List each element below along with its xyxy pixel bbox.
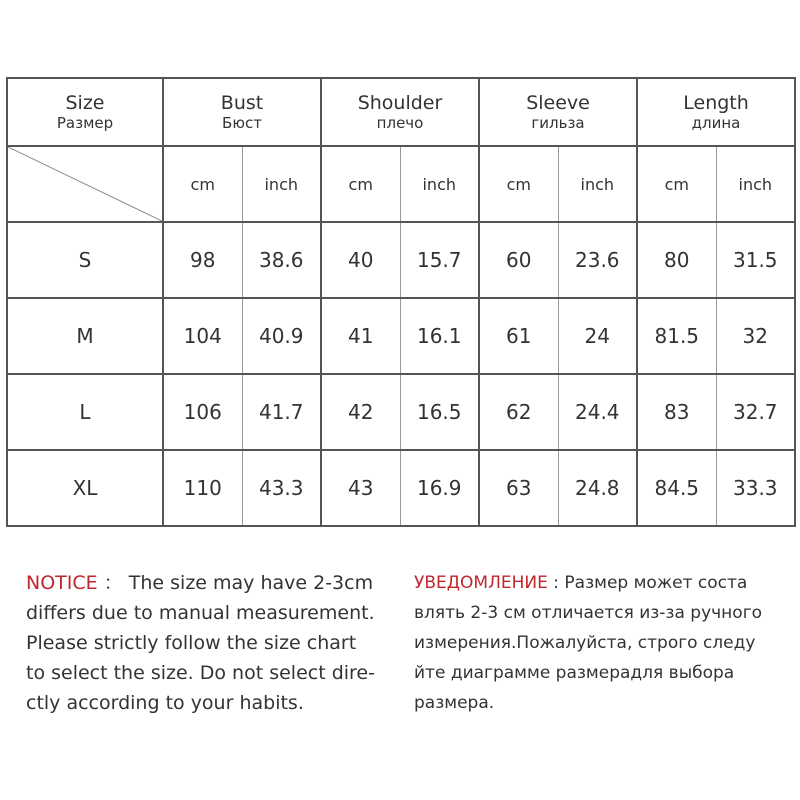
size-chart-table [6, 77, 796, 527]
value-text: 61 [506, 324, 532, 348]
notice-english-label: NOTICE [26, 572, 98, 594]
size-cell [7, 298, 163, 374]
value-cell [163, 298, 242, 374]
header-length-en: Length [683, 91, 749, 114]
notice-english-line [26, 568, 396, 598]
table-row [7, 298, 795, 374]
unit-label: cm [348, 174, 373, 194]
value-cell [242, 222, 321, 298]
table-row [7, 450, 795, 526]
value-cell [716, 222, 795, 298]
value-text: 33.3 [733, 476, 778, 500]
diagonal-corner-cell [7, 146, 163, 222]
value-cell [321, 450, 400, 526]
value-cell [716, 298, 795, 374]
size-cell [7, 222, 163, 298]
value-text: 98 [190, 248, 216, 272]
value-text: 40 [348, 248, 374, 272]
unit-cell [558, 146, 637, 222]
unit-label: inch [580, 174, 615, 194]
value-cell [321, 222, 400, 298]
value-text: 24.4 [575, 400, 620, 424]
notice-english-line: differs due to manual measurement. [26, 602, 375, 624]
value-text: 83 [664, 400, 690, 424]
unit-label: cm [190, 174, 215, 194]
value-cell [637, 222, 716, 298]
value-text: 16.1 [416, 324, 462, 348]
unit-cell [479, 146, 558, 222]
value-text: 16.5 [416, 400, 462, 424]
notice-english-text: The size may have 2-3cm [128, 572, 374, 594]
value-text: 84.5 [654, 476, 700, 500]
unit-cell [163, 146, 242, 222]
notice-english-line: Please strictly follow the size chart [26, 632, 357, 654]
notice-russian-separator: : [553, 573, 559, 593]
value-text: 104 [183, 324, 222, 348]
value-text: 31.5 [733, 248, 778, 272]
value-cell [321, 298, 400, 374]
header-length [637, 78, 795, 146]
unit-row [7, 146, 795, 222]
value-cell [400, 450, 479, 526]
value-text: 43 [348, 476, 374, 500]
size-label: S [78, 248, 92, 272]
header-shoulder-ru: плечо [376, 113, 424, 132]
value-text: 80 [664, 248, 690, 272]
value-cell [163, 450, 242, 526]
value-cell [163, 374, 242, 450]
value-text: 32.7 [733, 400, 778, 424]
header-shoulder [321, 78, 479, 146]
diagonal-line [8, 147, 162, 221]
value-text: 43.3 [258, 476, 304, 500]
header-bust [163, 78, 321, 146]
notice-english-line: to select the size. Do not select dire- [26, 662, 375, 684]
notice-english [26, 568, 396, 718]
header-sleeve-ru: гильза [531, 113, 585, 132]
value-text: 24.8 [575, 476, 620, 500]
unit-cell [400, 146, 479, 222]
value-cell [400, 374, 479, 450]
unit-cell [321, 146, 400, 222]
header-length-ru: длина [691, 113, 741, 132]
value-cell [558, 450, 637, 526]
unit-label: inch [264, 174, 299, 194]
value-text: 41.7 [258, 400, 304, 424]
value-text: 62 [506, 400, 532, 424]
notice-russian-line: влять 2-3 см отличается из-за ручного [414, 603, 763, 623]
header-size [7, 78, 163, 146]
header-size-en: Size [65, 91, 105, 114]
value-text: 23.6 [575, 248, 620, 272]
size-cell [7, 450, 163, 526]
header-size-ru: Размер [56, 113, 114, 132]
notice-russian-line: размера. [414, 693, 495, 713]
value-text: 16.9 [416, 476, 462, 500]
header-sleeve [479, 78, 637, 146]
size-label: XL [72, 476, 98, 500]
value-cell [163, 222, 242, 298]
value-text: 40.9 [258, 324, 304, 348]
value-text: 38.6 [258, 248, 304, 272]
value-text: 24 [584, 324, 610, 348]
value-cell [558, 222, 637, 298]
value-text: 42 [348, 400, 374, 424]
size-label: L [79, 400, 91, 424]
notice-english-line: ctly according to your habits. [26, 692, 304, 714]
value-cell [242, 298, 321, 374]
value-cell [321, 374, 400, 450]
value-cell [400, 298, 479, 374]
value-cell [400, 222, 479, 298]
value-cell [479, 450, 558, 526]
value-cell [558, 298, 637, 374]
value-cell [637, 450, 716, 526]
notice-russian-line: измерения.Пожалуйста, строго следу [414, 633, 756, 653]
unit-label: cm [506, 174, 531, 194]
table-row [7, 374, 795, 450]
unit-label: inch [738, 174, 773, 194]
value-text: 81.5 [654, 324, 700, 348]
value-cell [716, 374, 795, 450]
value-cell [242, 374, 321, 450]
notice-russian-line: йте диаграмме размерадля выбора [414, 663, 735, 683]
unit-cell [716, 146, 795, 222]
value-text: 41 [348, 324, 374, 348]
value-text: 106 [183, 400, 222, 424]
header-bust-ru: Бюст [222, 113, 262, 132]
unit-label: cm [664, 174, 689, 194]
size-cell [7, 374, 163, 450]
table-row [7, 222, 795, 298]
value-cell [479, 298, 558, 374]
notice-russian-text: Размер может соста [564, 573, 748, 593]
value-cell [242, 450, 321, 526]
notice-russian-label: УВЕДОМЛЕНИЕ [414, 573, 548, 593]
size-label: M [76, 324, 94, 348]
value-cell [479, 374, 558, 450]
value-cell [479, 222, 558, 298]
notice-english-separator: ： [103, 572, 123, 594]
value-text: 110 [183, 476, 222, 500]
value-text: 63 [506, 476, 532, 500]
value-text: 60 [506, 248, 532, 272]
header-bust-en: Bust [220, 91, 264, 114]
value-cell [637, 298, 716, 374]
value-cell [558, 374, 637, 450]
header-shoulder-en: Shoulder [357, 91, 443, 114]
value-cell [716, 450, 795, 526]
notice-russian-line [414, 568, 794, 598]
unit-label: inch [422, 174, 457, 194]
unit-cell [242, 146, 321, 222]
unit-cell [637, 146, 716, 222]
value-text: 15.7 [416, 248, 462, 272]
value-text: 32 [742, 324, 768, 348]
notice-russian [414, 568, 794, 718]
header-sleeve-en: Sleeve [526, 91, 590, 114]
value-cell [637, 374, 716, 450]
header-row [7, 78, 795, 146]
